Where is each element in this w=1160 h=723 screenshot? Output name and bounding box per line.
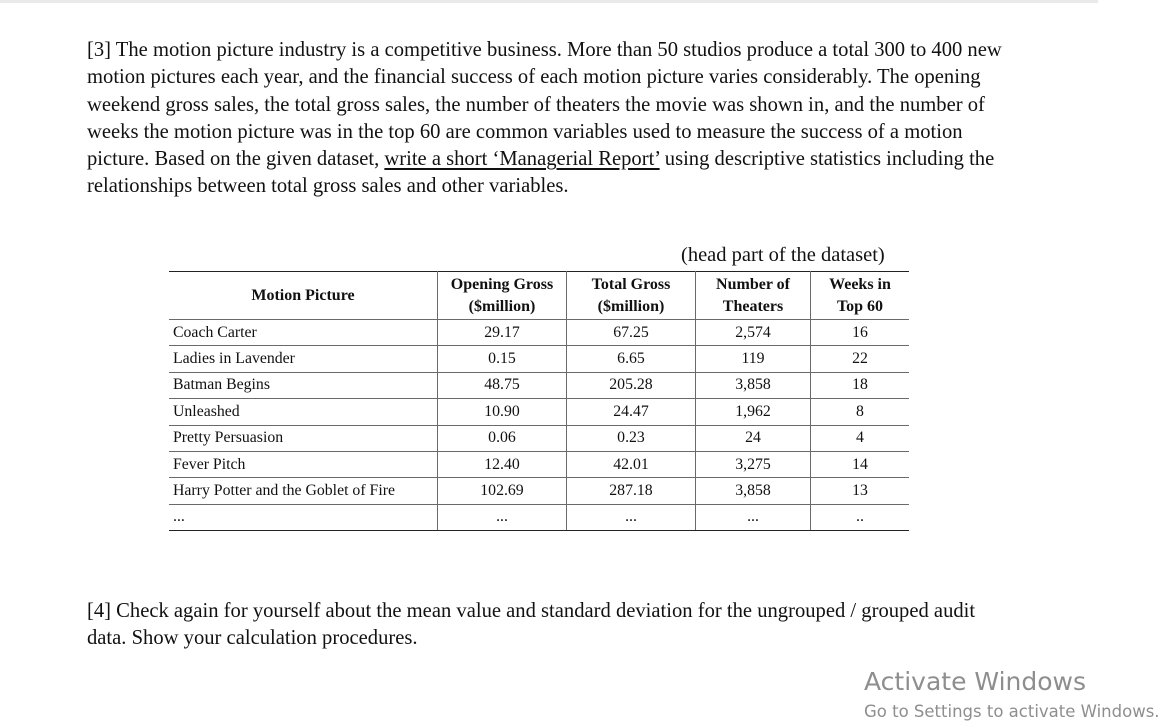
cell-weeks: .. bbox=[811, 504, 910, 530]
header-opening-gross: Opening Gross ($million) bbox=[438, 272, 567, 320]
table-row bbox=[169, 372, 909, 398]
table-caption: (head part of the dataset) bbox=[681, 244, 885, 266]
top-divider bbox=[0, 0, 1098, 3]
table-row bbox=[169, 399, 909, 425]
cell-motion-picture: Unleashed bbox=[169, 399, 438, 425]
cell-theaters: 3,858 bbox=[696, 478, 811, 504]
question-4-paragraph: [4] Check again for yourself about the mean value and standard deviation for the ungrouped / grouped audit data. Show your calculation procedures. bbox=[87, 600, 976, 650]
cell-weeks: 8 bbox=[811, 399, 910, 425]
cell-theaters: ... bbox=[696, 504, 811, 530]
watermark-subtitle: Go to Settings to activate Windows. bbox=[864, 702, 1160, 721]
table-row bbox=[169, 320, 909, 346]
header-total-gross: Total Gross ($million) bbox=[567, 272, 696, 320]
cell-motion-picture: Harry Potter and the Goblet of Fire bbox=[169, 478, 438, 504]
cell-theaters: 3,275 bbox=[696, 451, 811, 477]
header-motion-picture: Motion Picture bbox=[251, 286, 355, 304]
table-header-row bbox=[169, 272, 909, 320]
cell-opening-gross: ... bbox=[438, 504, 567, 530]
cell-opening-gross: 48.75 bbox=[438, 372, 567, 398]
cell-theaters: 3,858 bbox=[696, 372, 811, 398]
cell-theaters: 1,962 bbox=[696, 399, 811, 425]
cell-opening-gross: 102.69 bbox=[438, 478, 567, 504]
cell-opening-gross: 12.40 bbox=[438, 451, 567, 477]
header-weeks-in-top-60: Weeks in Top 60 bbox=[811, 272, 910, 320]
table-row-ellipsis bbox=[169, 504, 909, 530]
cell-weeks: 4 bbox=[811, 425, 910, 451]
cell-weeks: 14 bbox=[811, 451, 910, 477]
cell-total-gross: 205.28 bbox=[567, 372, 696, 398]
question-3-text: [3] The motion picture industry is a competitive business. More than 50 studios produce a total 300 to 400 new motion pictures each year, and the financial success of each motion picture varies considerably. The opening weekend gross sales, the total gross sales, the number of theaters the movie was shown in, and the number of weeks the motion picture was in the top 60 are common variables used to measure the success of a motion picture. Based on the given dataset, bbox=[87, 39, 1002, 171]
cell-weeks: 16 bbox=[811, 320, 910, 346]
cell-motion-picture: Batman Begins bbox=[169, 372, 438, 398]
cell-motion-picture: Pretty Persuasion bbox=[169, 425, 438, 451]
question-3-paragraph bbox=[87, 37, 1007, 201]
cell-motion-picture: Fever Pitch bbox=[169, 451, 438, 477]
watermark-title: Activate Windows bbox=[864, 667, 1086, 696]
cell-weeks: 22 bbox=[811, 346, 910, 372]
cell-weeks: 13 bbox=[811, 478, 910, 504]
cell-theaters: 119 bbox=[696, 346, 811, 372]
cell-motion-picture: Ladies in Lavender bbox=[169, 346, 438, 372]
question-3-text-end: using descriptive statistics including the relationships between total gross sales and other variables. bbox=[87, 148, 995, 198]
question-3-underlined-text: write a short ‘Managerial Report’ bbox=[384, 148, 660, 171]
cell-opening-gross: 0.15 bbox=[438, 346, 567, 372]
cell-opening-gross: 0.06 bbox=[438, 425, 567, 451]
dataset-table bbox=[169, 271, 909, 531]
cell-total-gross: 42.01 bbox=[567, 451, 696, 477]
header-number-of-theaters: Number of Theaters bbox=[696, 272, 811, 320]
cell-opening-gross: 10.90 bbox=[438, 399, 567, 425]
table-row bbox=[169, 451, 909, 477]
cell-total-gross: 24.47 bbox=[567, 399, 696, 425]
cell-theaters: 2,574 bbox=[696, 320, 811, 346]
cell-weeks: 18 bbox=[811, 372, 910, 398]
cell-total-gross: 67.25 bbox=[567, 320, 696, 346]
cell-motion-picture: ... bbox=[169, 504, 438, 530]
cell-total-gross: ... bbox=[567, 504, 696, 530]
cell-theaters: 24 bbox=[696, 425, 811, 451]
cell-total-gross: 0.23 bbox=[567, 425, 696, 451]
cell-total-gross: 6.65 bbox=[567, 346, 696, 372]
cell-total-gross: 287.18 bbox=[567, 478, 696, 504]
cell-motion-picture: Coach Carter bbox=[169, 320, 438, 346]
table-row bbox=[169, 478, 909, 504]
table-row bbox=[169, 346, 909, 372]
activate-windows-watermark bbox=[864, 665, 1160, 723]
table-row bbox=[169, 425, 909, 451]
cell-opening-gross: 29.17 bbox=[438, 320, 567, 346]
